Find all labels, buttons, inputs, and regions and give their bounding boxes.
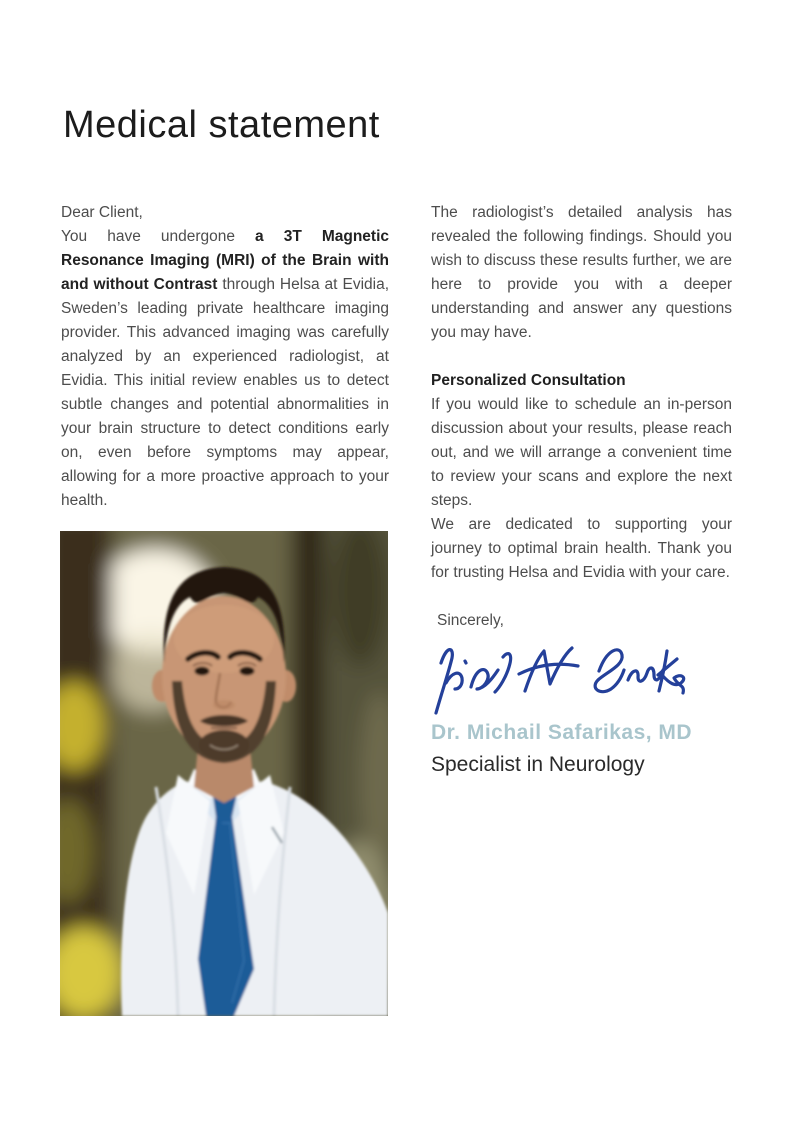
left-column <box>61 201 389 513</box>
intro-text-bold: a 3T Magnetic Resonance Imaging (MRI) of the Brain with and without Contrast <box>61 228 390 293</box>
consultation-heading: Personalized Consultation <box>431 372 626 389</box>
consultation-paragraph: If you would like to schedule an in-person discussion about your results, please reach out, and we will arrange a convenient time to review your scans and explore the next steps. <box>431 396 732 509</box>
signature-image <box>431 637 732 717</box>
intro-paragraph <box>61 225 389 513</box>
right-column <box>431 201 732 777</box>
salutation: Dear Client, <box>61 204 143 221</box>
doctor-photo <box>60 531 388 1016</box>
doctor-name: Dr. Michail Safarikas, MD <box>431 721 693 744</box>
dedication-paragraph: We are dedicated to supporting your journey to optimal brain health. Thank you for trusting Helsa and Evidia with your care. <box>431 516 732 581</box>
closing-text: Sincerely, <box>437 612 504 629</box>
page-title: Medical statement <box>63 104 380 146</box>
doctor-role: Specialist in Neurology <box>431 753 645 776</box>
intro-text-suffix: through Helsa at Evidia, Sweden’s leading private healthcare imaging provider. This advanced imaging was carefully analyzed by an experienced radiologist, at Evidia. This initial review enables us to detect subtle changes and potential abnormalities in your brain structure to detect conditions early on, even before symptoms may appear, allowing for a more proactive approach to your health. <box>61 276 389 509</box>
analysis-paragraph: The radiologist’s detailed analysis has revealed the following findings. Should you wish to discuss these results further, we are here to provide you with a deeper understanding and answer any questions you may have. <box>431 204 732 341</box>
intro-text-prefix: You have undergone <box>61 228 256 245</box>
